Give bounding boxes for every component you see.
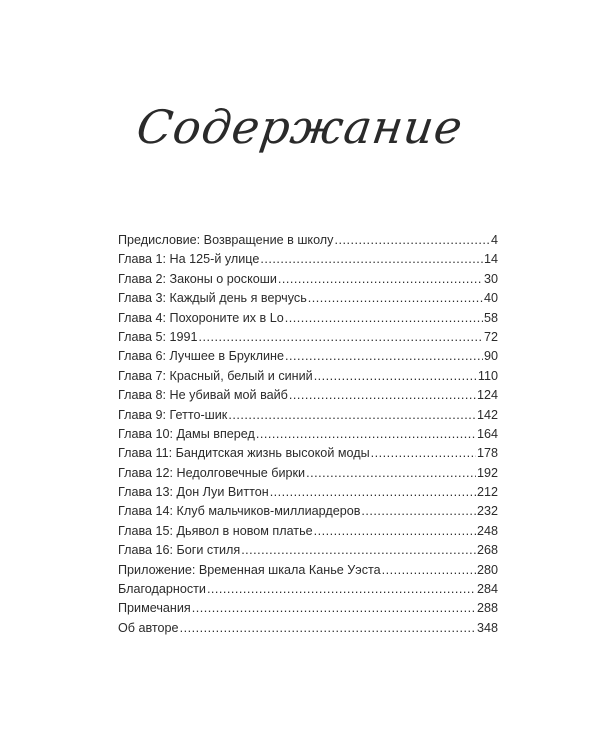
toc-entry-label: Глава 13: Дон Луи Виттон bbox=[118, 485, 269, 500]
toc-leader-dots bbox=[256, 425, 476, 444]
toc-entry-label: Глава 2: Законы о роскоши bbox=[118, 271, 277, 286]
table-of-contents bbox=[118, 231, 498, 638]
toc-entry-label: Глава 11: Бандитская жизнь высокой моды bbox=[118, 446, 370, 461]
toc-leader-dots bbox=[192, 599, 476, 618]
toc-entry bbox=[118, 541, 498, 560]
toc-leader-dots bbox=[308, 289, 483, 308]
toc-entry-page: 192 bbox=[476, 465, 498, 480]
toc-entry-page: 348 bbox=[476, 620, 498, 635]
toc-entry bbox=[118, 231, 498, 250]
toc-entry-page: 164 bbox=[476, 426, 498, 441]
toc-entry-label: Глава 4: Похороните их в Lo bbox=[118, 310, 284, 325]
toc-entry-page: 72 bbox=[483, 329, 498, 344]
toc-entry-label: Глава 3: Каждый день я верчусь bbox=[118, 291, 307, 306]
toc-entry-page: 110 bbox=[477, 368, 498, 383]
toc-entry-page: 248 bbox=[476, 523, 498, 538]
toc-leader-dots bbox=[334, 231, 490, 250]
toc-entry-label: Глава 12: Недолговечные бирки bbox=[118, 465, 306, 480]
toc-entry bbox=[118, 580, 498, 599]
toc-entry-page: 90 bbox=[483, 349, 498, 364]
toc-leader-dots bbox=[207, 580, 476, 599]
toc-entry bbox=[118, 619, 498, 638]
toc-entry bbox=[118, 386, 498, 405]
toc-entry bbox=[118, 347, 498, 366]
toc-entry bbox=[118, 328, 498, 347]
toc-entry-label: Глава 10: Дамы вперед bbox=[118, 426, 255, 441]
toc-entry bbox=[118, 522, 498, 541]
toc-entry-label: Благодарности bbox=[118, 582, 206, 597]
toc-entry-label: Предисловие: Возвращение в школу bbox=[118, 233, 334, 247]
toc-entry-page: 268 bbox=[476, 543, 498, 558]
toc-entry bbox=[118, 250, 498, 269]
toc-leader-dots bbox=[371, 444, 476, 463]
page-title: Содержание bbox=[133, 100, 467, 154]
toc-entry-page: 4 bbox=[490, 233, 498, 247]
toc-entry-label: Глава 6: Лучшее в Бруклине bbox=[118, 349, 284, 364]
toc-entry bbox=[118, 464, 498, 483]
toc-leader-dots bbox=[361, 502, 476, 521]
toc-leader-dots bbox=[270, 483, 476, 502]
toc-entry bbox=[118, 289, 498, 308]
toc-entry-label: Глава 15: Дьявол в новом платье bbox=[118, 523, 313, 538]
toc-entry bbox=[118, 444, 498, 463]
toc-leader-dots bbox=[285, 347, 483, 366]
toc-leader-dots bbox=[285, 309, 483, 328]
toc-entry-label: Глава 16: Боги стиля bbox=[118, 543, 241, 558]
toc-entry-page: 30 bbox=[483, 271, 498, 286]
toc-entry-page: 142 bbox=[476, 407, 498, 422]
toc-entry-page: 178 bbox=[476, 446, 498, 461]
toc-entry bbox=[118, 599, 498, 618]
toc-entry bbox=[118, 561, 498, 580]
toc-entry-page: 288 bbox=[476, 601, 498, 616]
toc-entry-label: Глава 5: 1991 bbox=[118, 329, 198, 344]
toc-entry bbox=[118, 502, 498, 521]
toc-entry-page: 232 bbox=[476, 504, 498, 519]
toc-entry-page: 212 bbox=[476, 485, 498, 500]
toc-entry-label: Об авторе bbox=[118, 620, 179, 635]
toc-entry-label: Глава 7: Красный, белый и синий bbox=[118, 368, 313, 383]
toc-entry-label: Глава 1: На 125-й улице bbox=[118, 252, 260, 267]
toc-entry-label: Глава 8: Не убивай мой вайб bbox=[118, 388, 288, 403]
toc-leader-dots bbox=[228, 406, 476, 425]
toc-entry-page: 40 bbox=[483, 291, 498, 306]
toc-entry-page: 14 bbox=[483, 252, 498, 267]
toc-leader-dots bbox=[314, 522, 476, 541]
toc-leader-dots bbox=[278, 270, 483, 289]
toc-entry bbox=[118, 406, 498, 425]
toc-entry bbox=[118, 483, 498, 502]
toc-entry-label: Приложение: Временная шкала Канье Уэста bbox=[118, 562, 381, 577]
toc-leader-dots bbox=[314, 367, 477, 386]
toc-entry bbox=[118, 270, 498, 289]
toc-leader-dots bbox=[241, 541, 476, 560]
toc-entry-label: Примечания bbox=[118, 601, 191, 616]
toc-entry bbox=[118, 367, 498, 386]
toc-entry bbox=[118, 309, 498, 328]
toc-entry-label: Глава 9: Гетто-шик bbox=[118, 407, 228, 422]
toc-leader-dots bbox=[289, 386, 476, 405]
toc-leader-dots bbox=[382, 561, 476, 580]
toc-entry-page: 124 bbox=[476, 388, 498, 403]
toc-leader-dots bbox=[260, 250, 483, 269]
toc-leader-dots bbox=[306, 464, 476, 483]
toc-entry-label: Глава 14: Клуб мальчиков-миллиардеров bbox=[118, 504, 361, 519]
toc-leader-dots bbox=[180, 619, 476, 638]
toc-entry bbox=[118, 425, 498, 444]
toc-entry-page: 58 bbox=[483, 310, 498, 325]
toc-entry-page: 284 bbox=[476, 582, 498, 597]
toc-entry-page: 280 bbox=[476, 562, 498, 577]
toc-leader-dots bbox=[199, 328, 483, 347]
